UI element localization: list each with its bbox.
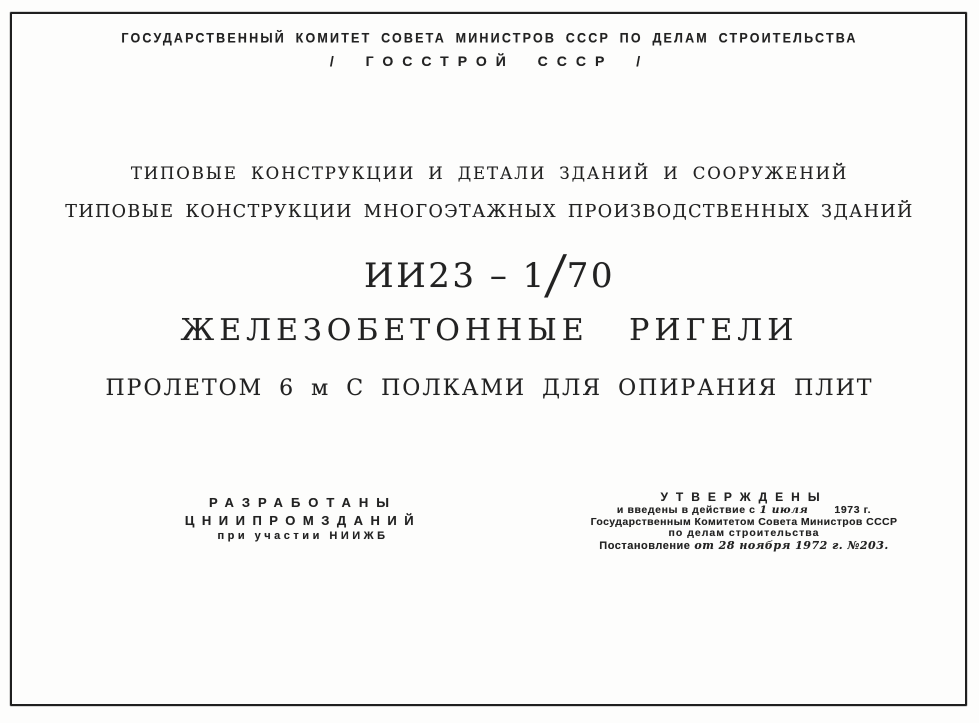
developed-participant: при участии НИИЖБ (217, 530, 389, 542)
gosstroy-header: / ГОССТРОЙ СССР / (329, 53, 650, 69)
developed-label: РАЗРАБОТАНЫ (208, 495, 398, 510)
series-code-base: ИИ23 – 1 (363, 256, 547, 296)
drawing-frame (10, 12, 967, 706)
approved-effective-date-handwritten: 1 июля (759, 504, 809, 516)
document-subtitle: ПРОЛЕТОМ 6 м С ПОЛКАМИ ДЛЯ ОПИРАНИЯ ПЛИТ (105, 376, 874, 401)
series-code (13, 242, 966, 306)
series-code-slash: / (547, 242, 566, 306)
approved-authority-line: Государственным Комитетом Совета Министров СССР (590, 515, 898, 528)
approved-effective-year: 1973 г. (834, 504, 872, 516)
series-code-denominator: 70 (566, 256, 616, 296)
approved-decree-line (548, 539, 940, 553)
series-line-2: ТИПОВЫЕ КОНСТРУКЦИИ МНОГОЭТАЖНЫХ ПРОИЗВОДСТВЕННЫХ ЗДАНИЙ (65, 202, 914, 222)
document-title: ЖЕЛЕЗОБЕТОННЫЕ РИГЕЛИ (180, 313, 799, 348)
approved-by-block (548, 491, 940, 553)
approved-authority-line-2: по делам строительства (668, 527, 820, 539)
approved-effective-prefix: и введены в действие с (616, 504, 756, 516)
series-line-1: ТИПОВЫЕ КОНСТРУКЦИИ И ДЕТАЛИ ЗДАНИЙ И СООРУЖЕНИЙ (130, 164, 849, 183)
approved-label: УТВЕРЖДЕНЫ (660, 490, 828, 504)
decree-date-handwritten: от 28 ноября 1972 г. №203. (694, 539, 889, 552)
developed-by-block (168, 494, 438, 544)
committee-header: ГОСУДАРСТВЕННЫЙ КОМИТЕТ СОВЕТА МИНИСТРОВ СССР ПО ДЕЛАМ СТРОИТЕЛЬСТВА (121, 30, 858, 46)
decree-prefix: Постановление (599, 540, 691, 552)
approved-effective-line (548, 505, 940, 517)
developed-org: ЦНИИПРОМЗДАНИЙ (184, 513, 422, 528)
